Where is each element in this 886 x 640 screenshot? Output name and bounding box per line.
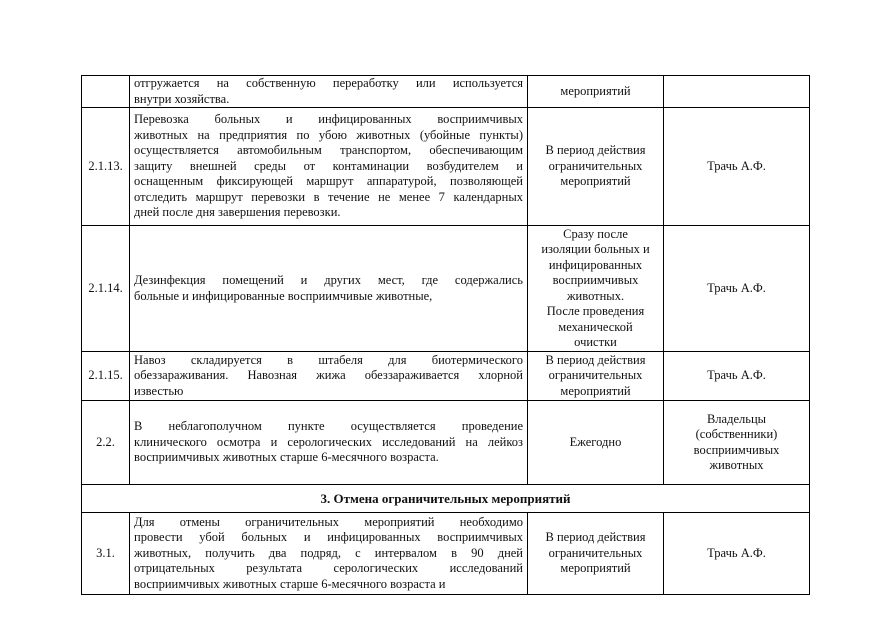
term-line: мероприятий [560, 83, 631, 98]
responsible-line: (собственники) [695, 427, 778, 441]
table-row [82, 513, 810, 595]
term-line: Ежегодно [569, 434, 622, 449]
responsible-line: Трачь А.Ф. [707, 280, 766, 295]
measure-term [528, 108, 664, 226]
measure-description [130, 108, 528, 226]
description-line: известью [134, 383, 184, 398]
item-number [82, 76, 130, 108]
term-line: ограничительных [548, 158, 643, 173]
responsible-line: Владельцы [706, 411, 767, 426]
description-line: осуществляется автомобильным транспортом, обеспечивающим [134, 143, 523, 158]
term-line: мероприятий [560, 383, 631, 398]
measure-description [130, 76, 528, 108]
measure-term [528, 352, 664, 401]
term-line: изоляции больных и [541, 242, 650, 256]
responsible-line: Трачь А.Ф. [707, 158, 766, 173]
measure-description [130, 352, 528, 401]
measure-term [528, 401, 664, 485]
description-line: больные и инфицированные восприимчивые животные, [134, 288, 433, 303]
description-line: Навоз складируется в штабеля для биотермического [134, 352, 523, 367]
table-row [82, 108, 810, 226]
item-number: 2.1.13. [82, 108, 130, 226]
measure-description [130, 513, 528, 595]
item-number: 2.1.15. [82, 352, 130, 401]
description-line: оснащенным фиксирующей маршрут аппаратурой, позволяющей [134, 174, 523, 189]
description-line: дней после дня завершения перевозки. [134, 205, 341, 220]
term-line: инфицированных [548, 257, 643, 272]
table-row [82, 226, 810, 352]
responsible-person [664, 108, 810, 226]
term-line: ограничительных [548, 368, 643, 383]
responsible-person [664, 76, 810, 108]
section-title: 3. Отмена ограничительных мероприятий [82, 485, 810, 513]
responsible-line: Трачь А.Ф. [707, 545, 766, 560]
description-line: животных, получить два подряд, с интервалом в 90 дней [134, 545, 523, 560]
responsible-person [664, 513, 810, 595]
term-line: механической [558, 319, 633, 334]
description-line: отрицательных результата серологических исследований [134, 561, 523, 576]
term-line: ограничительных [548, 545, 643, 560]
responsible-person [664, 401, 810, 485]
description-line: восприимчивых животных старше 6-месячного возраста. [134, 450, 439, 465]
measures-table [81, 75, 810, 595]
term-line: В период действия [545, 143, 646, 158]
description-line: В неблагополучном пункте осуществляется проведение [134, 419, 523, 434]
table-row [82, 401, 810, 485]
description-line: защиту внешней среды от контаминации возбудителем и [134, 158, 523, 173]
item-number: 2.2. [82, 401, 130, 485]
term-line: животных. [566, 288, 625, 303]
table-row [82, 352, 810, 401]
description-line: Дезинфекция помещений и других мест, где содержались [134, 273, 523, 287]
term-line: В период действия [545, 530, 646, 545]
section-row [82, 485, 810, 513]
description-line: обеззараживания. Навозная жижа обеззараживается хлорной [134, 368, 523, 383]
description-line: отследить маршрут перевозки в течение не менее 7 календарных [134, 189, 523, 204]
description-line: животных на предприятия по убою животных (убойные пункты) [134, 127, 523, 142]
description-line: Перевозка больных и инфицированных восприимчивых [134, 112, 523, 127]
responsible-person [664, 352, 810, 401]
item-number: 2.1.14. [82, 226, 130, 352]
description-line: клинического осмотра и серологических исследований на лейкоз [134, 434, 523, 449]
term-line: Сразу после [563, 226, 628, 241]
description-line: отгружается на собственную переработку или используется [134, 76, 523, 90]
description-line: внутри хозяйства. [134, 91, 230, 106]
term-line: очистки [574, 335, 617, 349]
responsible-line: животных [709, 458, 764, 472]
description-line: провести убой больных и инфицированных восприимчивых [134, 530, 523, 545]
description-line: Для отмены ограничительных мероприятий необходимо [134, 514, 523, 529]
measure-description [130, 401, 528, 485]
responsible-person [664, 226, 810, 352]
term-line: мероприятий [560, 561, 631, 576]
measure-term [528, 226, 664, 352]
item-number: 3.1. [82, 513, 130, 595]
responsible-line: восприимчивых [693, 442, 780, 457]
description-line: восприимчивых животных старше 6-месячного возраста и [134, 576, 446, 591]
term-line: После проведения [546, 304, 645, 318]
measure-description [130, 226, 528, 352]
measure-term [528, 513, 664, 595]
term-line: восприимчивых [552, 273, 639, 287]
table-row [82, 76, 810, 108]
measure-term [528, 76, 664, 108]
responsible-line: Трачь А.Ф. [707, 368, 766, 383]
term-line: В период действия [545, 352, 646, 367]
term-line: мероприятий [560, 174, 631, 189]
